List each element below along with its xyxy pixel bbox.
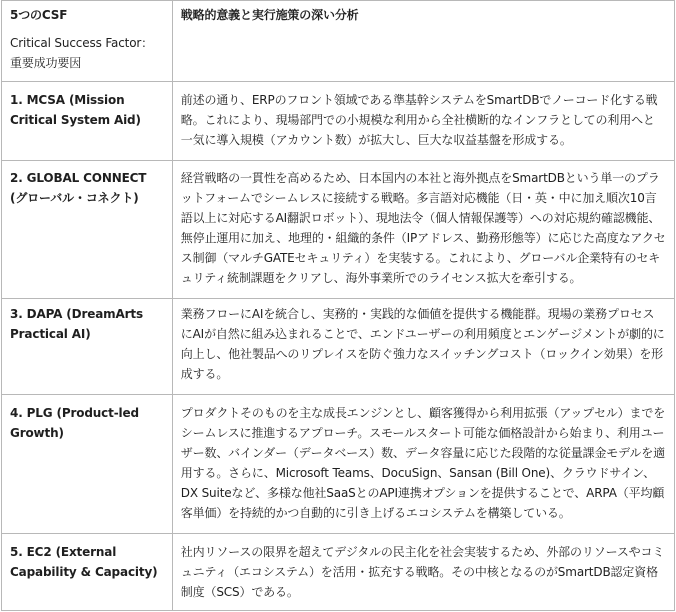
csf-description-cell: 前述の通り、ERPのフロント領域である準基幹システムをSmartDBでノーコード化する戦略。これにより、現場部門での小規模な利用から全社横断的なインフラとしての利用へと一気に導入規模（アカウント数）が拡大し、巨大な収益基盤を形成する。 bbox=[172, 82, 674, 161]
table-row bbox=[2, 161, 675, 299]
table-row bbox=[2, 299, 675, 395]
csf-description-cell: 経営戦略の一貫性を高めるため、日本国内の本社と海外拠点をSmartDBという単一のプラットフォームでシームレスに接続する戦略。多言語対応機能（日・英・中に加え順次10言語以上に対応するAI翻訳ロボット）、現地法令（個人情報保護等）への対応規約確認機能、無停止運用に加え、地理的・組織的条件（IPアドレス、勤務形態等）に応じた高度なアクセス制御（マルチGATEセキュリティ）を実装する。これにより、グローバル企業特有のセキュリティ統制課題をクリアし、海外事業所でのライセンス拡大を牽引する。 bbox=[172, 161, 674, 299]
table-header-row bbox=[2, 1, 675, 82]
csf-name-cell: 5. EC2 (External Capability & Capacity) bbox=[2, 534, 173, 611]
csf-description-cell: 業務フローにAIを統合し、実務的・実践的な価値を提供する機能群。現場の業務プロセスにAIが自然に組み込まれることで、エンドユーザーの利用頻度とエンゲージメントが劇的に向上し、他社製品へのリプレイスを防ぐ強力なスイッチングコスト（ロックイン効果）を形成する。 bbox=[172, 299, 674, 395]
table-row bbox=[2, 395, 675, 534]
csf-table bbox=[1, 0, 675, 611]
header-csf-subtitle: Critical Success Factor：重要成功要因 bbox=[10, 36, 154, 70]
csf-name-cell: 1. MCSA (Mission Critical System Aid) bbox=[2, 82, 173, 161]
csf-name-cell: 3. DAPA (DreamArts Practical AI) bbox=[2, 299, 173, 395]
table-row bbox=[2, 82, 675, 161]
header-analysis-title: 戦略的意義と実行施策の深い分析 bbox=[172, 1, 674, 82]
csf-description-cell: プロダクトそのものを主な成長エンジンとし、顧客獲得から利用拡張（アップセル）までをシームレスに推進するアプローチ。スモールスタート可能な価格設計から始まり、利用ユーザー数、バインダー（データベース）数、データ容量に応じた段階的な従量課金モデルを適用する。さらに、Microsoft Teams、DocuSign、Sansan (Bill One)、クラウドサイン、DX Suiteなど、多様な他社SaaSとのAPI連携オプションを提供することで、ARPA（平均顧客単価）を持続的かつ自動的に引き上げるエコシステムを構築している。 bbox=[172, 395, 674, 534]
table-row bbox=[2, 534, 675, 611]
csf-name-cell: 2. GLOBAL CONNECT (グローバル・コネクト) bbox=[2, 161, 173, 299]
csf-name-cell: 4. PLG (Product-led Growth) bbox=[2, 395, 173, 534]
header-cell-csf bbox=[2, 1, 173, 82]
csf-description-cell: 社内リソースの限界を超えてデジタルの民主化を社会実装するため、外部のリソースやコミュニティ（エコシステム）を活用・拡充する戦略。その中核となるのがSmartDB認定資格制度（SCS）である。 bbox=[172, 534, 674, 611]
header-csf-title: 5つのCSF bbox=[10, 8, 68, 22]
